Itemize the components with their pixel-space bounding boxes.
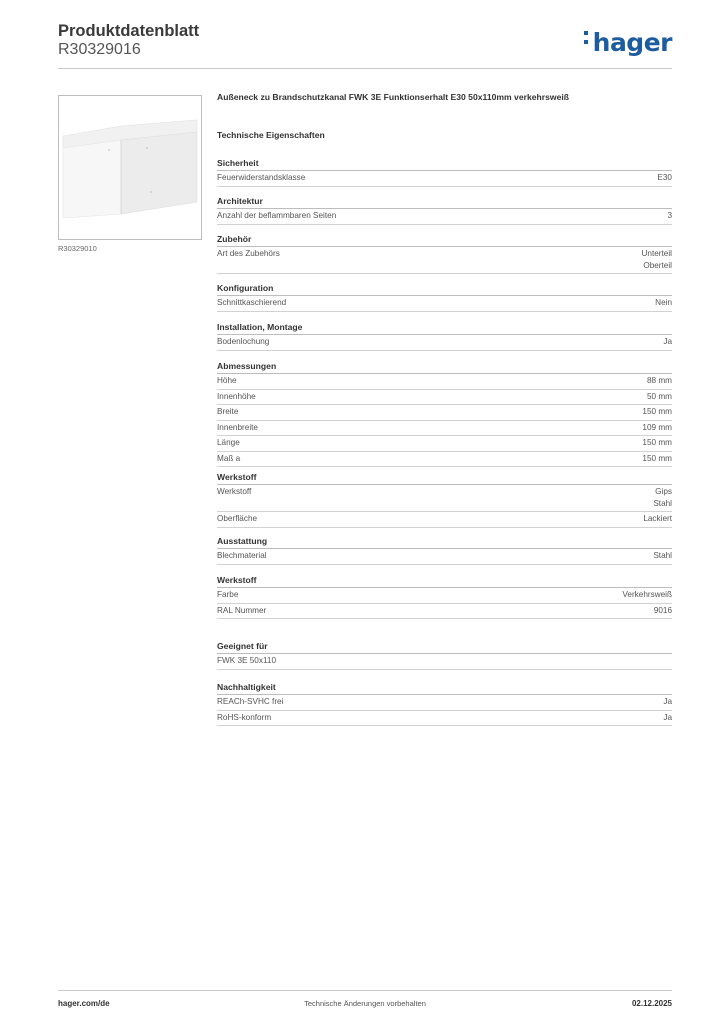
property-label: FWK 3E 50x110 xyxy=(217,656,277,665)
image-caption: R30329010 xyxy=(58,244,97,253)
property-label: Innenbreite xyxy=(217,422,258,432)
section-zubehör xyxy=(217,233,672,274)
section-werkstoff xyxy=(217,471,672,528)
property-value xyxy=(667,210,672,222)
property-value xyxy=(653,486,672,509)
property-value xyxy=(642,422,672,434)
section-title: Konfiguration xyxy=(217,282,672,296)
property-row xyxy=(217,335,672,351)
section-title: Installation, Montage xyxy=(217,321,672,335)
section-title: Werkstoff xyxy=(217,574,672,588)
property-value-line: Stahl xyxy=(653,498,672,508)
section-werkstoff xyxy=(217,574,672,619)
property-value-line: Ja xyxy=(663,697,672,706)
property-value xyxy=(642,406,672,418)
property-value xyxy=(655,297,672,309)
property-row xyxy=(217,604,672,620)
property-value xyxy=(663,712,672,724)
property-row xyxy=(217,654,672,670)
property-label: Breite xyxy=(217,407,239,416)
property-label: Werkstoff xyxy=(217,487,252,496)
property-value-line: Gips xyxy=(655,487,672,496)
section-installation-montage xyxy=(217,321,672,351)
property-value xyxy=(653,550,672,562)
section-sicherheit xyxy=(217,157,672,187)
property-row xyxy=(217,512,672,528)
property-label: Bodenlochung xyxy=(217,337,270,346)
property-value-line: 50 mm xyxy=(646,391,672,401)
footer-date: 02.12.2025 xyxy=(631,999,672,1008)
property-value xyxy=(647,375,672,387)
section-title: Werkstoff xyxy=(217,471,672,485)
property-value-line: Verkehrsweiß xyxy=(622,590,672,599)
corner-piece-illustration xyxy=(59,96,201,239)
section-title: Abmessungen xyxy=(217,360,672,374)
property-label: REACh-SVHC frei xyxy=(217,697,284,706)
property-row xyxy=(217,390,672,406)
logo-text: hager xyxy=(592,28,672,57)
section-title: Architektur xyxy=(217,195,672,209)
section-title: Geeignet für xyxy=(217,640,672,654)
property-label: Höhe xyxy=(217,376,237,385)
property-value-line: 109 mm xyxy=(642,422,672,432)
property-value-line: Unterteil xyxy=(641,249,672,258)
section-title: Zubehör xyxy=(217,233,672,247)
hager-logo xyxy=(593,28,672,57)
technical-properties-heading: Technische Eigenschaften xyxy=(217,130,325,140)
logo-dots-icon xyxy=(584,31,589,49)
page-footer xyxy=(58,990,672,1021)
property-row xyxy=(217,374,672,390)
property-row xyxy=(217,452,672,468)
property-value xyxy=(663,336,672,348)
footer-disclaimer: Technische Änderungen vorbehalten xyxy=(304,999,426,1008)
property-value xyxy=(663,696,672,708)
property-value-line: E30 xyxy=(657,173,672,182)
property-label: Oberfläche xyxy=(217,514,258,523)
section-geeignet-für xyxy=(217,640,672,670)
property-value xyxy=(642,248,673,271)
property-row xyxy=(217,436,672,452)
property-row xyxy=(217,588,672,604)
property-row xyxy=(217,405,672,421)
section-title: Nachhaltigkeit xyxy=(217,681,672,695)
property-value-line: Oberteil xyxy=(643,260,672,270)
property-value-line: Ja xyxy=(663,712,672,722)
product-number: R30329016 xyxy=(58,41,141,58)
property-value xyxy=(642,437,672,449)
property-label: Farbe xyxy=(217,590,239,599)
property-label: RAL Nummer xyxy=(217,605,267,615)
section-nachhaltigkeit xyxy=(217,681,672,726)
property-row xyxy=(217,711,672,727)
property-label: Feuerwiderstandsklasse xyxy=(217,173,306,182)
property-value xyxy=(654,605,672,617)
property-value xyxy=(657,172,672,184)
property-value xyxy=(642,453,672,465)
property-value-line: 150 mm xyxy=(642,453,672,463)
property-value-line: Lackiert xyxy=(643,514,672,523)
property-row xyxy=(217,549,672,565)
property-label: Anzahl der beflammbaren Seiten xyxy=(217,211,337,220)
property-label: Blechmaterial xyxy=(217,551,267,560)
property-label: Schnittkaschierend xyxy=(217,298,287,307)
product-image xyxy=(58,95,202,240)
property-row xyxy=(217,695,672,711)
property-value xyxy=(622,589,672,601)
property-value xyxy=(643,513,672,525)
property-label: Art des Zubehörs xyxy=(217,249,280,258)
property-value xyxy=(647,391,672,403)
property-label: RoHS-konform xyxy=(217,712,272,722)
property-label: Länge xyxy=(217,438,240,447)
property-row xyxy=(217,485,672,512)
property-label: Maß a xyxy=(217,453,241,463)
section-architektur xyxy=(217,195,672,225)
section-title: Ausstattung xyxy=(217,535,672,549)
property-label: Innenhöhe xyxy=(217,391,256,401)
property-row xyxy=(217,209,672,225)
product-description: Außeneck zu Brandschutzkanal FWK 3E Funktionserhalt E30 50x110mm verkehrsweiß xyxy=(217,92,569,102)
footer-website: hager.com/de xyxy=(58,999,110,1008)
property-value-line: Ja xyxy=(663,337,672,346)
property-value-line: Nein xyxy=(655,298,672,307)
property-value-line: 9016 xyxy=(653,605,672,615)
property-row xyxy=(217,421,672,437)
property-row xyxy=(217,171,672,187)
property-value-line: 150 mm xyxy=(642,438,672,447)
section-abmessungen xyxy=(217,360,672,467)
property-row xyxy=(217,296,672,312)
section-konfiguration xyxy=(217,282,672,312)
property-value-line: Stahl xyxy=(653,551,672,560)
page-header xyxy=(58,20,672,69)
section-title: Sicherheit xyxy=(217,157,672,171)
property-value-line: 88 mm xyxy=(646,376,672,385)
property-row xyxy=(217,247,672,274)
document-title: Produktdatenblatt xyxy=(58,22,200,40)
section-ausstattung xyxy=(217,535,672,565)
property-value-line: 3 xyxy=(667,211,672,220)
property-value-line: 150 mm xyxy=(642,407,672,416)
